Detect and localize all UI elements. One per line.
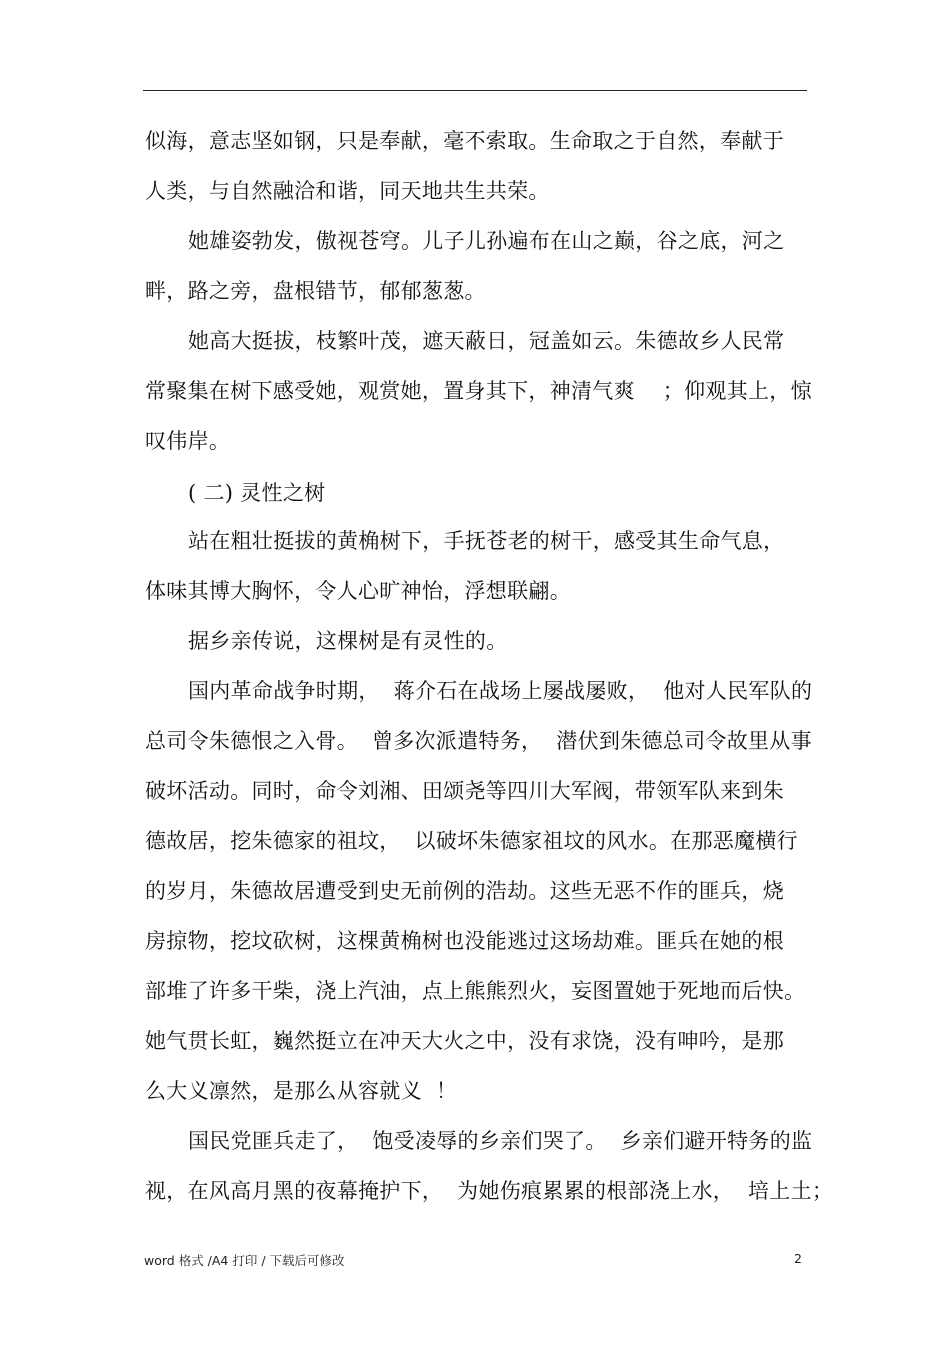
text-line: 畔，路之旁，盘根错节，郁郁葱葱。 xyxy=(145,279,486,303)
text-line: 站在粗壮挺拔的黄桷树下，手抚苍老的树干，感受其生命气息， xyxy=(188,529,785,553)
text-line: 体味其博大胸怀，令人心旷神怡，浮想联翩。 xyxy=(145,579,571,603)
text-line: 似海，意志坚如钢，只是奉献，毫不索取。生命取之于自然，奉献于 xyxy=(145,129,784,153)
text-line: 的岁月，朱德故居遭受到史无前例的浩劫。这些无恶不作的匪兵，烧 xyxy=(145,879,784,903)
section-heading: ( 二) 灵性之树 xyxy=(188,481,326,505)
text-line: 部堆了许多干柴，浇上汽油，点上熊熊烈火，妄图置她于死地而后快。 xyxy=(145,979,806,1003)
text-line: 叹伟岸。 xyxy=(145,429,231,453)
text-line: 国民党匪兵走了， 饱受凌辱的乡亲们哭了。 乡亲们避开特务的监 xyxy=(188,1129,813,1153)
text-line: 国内革命战争时期， 蒋介石在战场上屡战屡败， 他对人民军队的 xyxy=(188,679,813,703)
text-line: 总司令朱德恨之入骨。 曾多次派遣特务， 潜伏到朱德总司令故里从事 xyxy=(145,729,812,753)
text-line: 据乡亲传说，这棵树是有灵性的。 xyxy=(188,629,508,653)
page-number: 2 xyxy=(794,1251,802,1266)
text-line: 常聚集在树下感受她，观赏她，置身其下，神清气爽 ；仰观其上，惊 xyxy=(145,379,812,403)
text-line: 视，在风高月黑的夜幕掩护下， 为她伤痕累累的根部浇上水， 培上土； xyxy=(145,1179,834,1203)
text-line: 她气贯长虹，巍然挺立在冲天大火之中，没有求饶，没有呻吟，是那 xyxy=(145,1029,784,1053)
text-line: 她雄姿勃发，傲视苍穹。儿子儿孙遍布在山之巅，谷之底，河之 xyxy=(188,229,785,253)
text-line: 她高大挺拔，枝繁叶茂，遮天蔽日，冠盖如云。朱德故乡人民常 xyxy=(188,329,785,353)
text-line: 么大义凛然，是那么从容就义 ！ xyxy=(145,1079,458,1103)
footer-note: word 格式 /A4 打印 / 下载后可修改 xyxy=(144,1253,345,1268)
text-line: 房掠物，挖坟砍树，这棵黄桷树也没能逃过这场劫难。匪兵在她的根 xyxy=(145,929,784,953)
text-line: 德故居，挖朱德家的祖坟， 以破坏朱德家祖坟的风水。在那恶魔横行 xyxy=(145,829,798,853)
text-line: 破坏活动。同时，命令刘湘、田颂尧等四川大军阀，带领军队来到朱 xyxy=(145,779,784,803)
text-line: 人类，与自然融洽和谐，同天地共生共荣。 xyxy=(145,179,550,203)
